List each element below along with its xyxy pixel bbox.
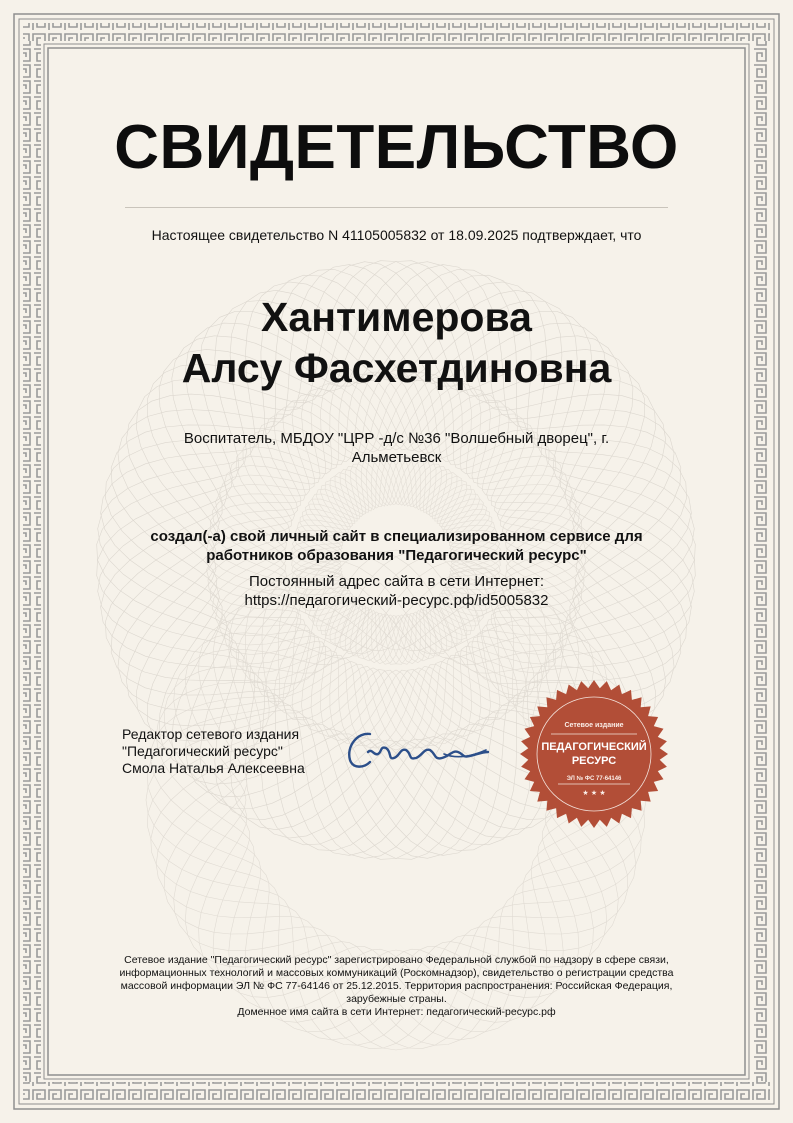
- site-address-label: Постоянный адрес сайта в сети Интернет:: [248, 573, 545, 590]
- editor-block: [122, 726, 342, 777]
- handwritten-signature: [340, 722, 500, 782]
- achievement-statement: создал(-а) свой личный сайт в специализированном сервисе для работников образования "Педагогический ресурс": [150, 528, 643, 564]
- editor-title: Редактор сетевого издания: [122, 726, 300, 742]
- recipient-name: [0, 292, 793, 394]
- recipient-position: Воспитатель, МБДОУ "ЦРР -д/с №36 "Волшебный дворец", г. Альметьевск: [183, 430, 610, 466]
- seal-top-text: Сетевое издание: [564, 722, 624, 729]
- certificate-number-line: Настоящее свидетельство N 41105005832 от 18.09.2025 подтверждает, что: [151, 227, 642, 243]
- site-address-url: https://педагогический-ресурс.рф/id5005832: [244, 592, 549, 609]
- editor-name: Смола Наталья Алексеевна: [122, 760, 305, 776]
- recipient-given-names: Алсу Фасхетдиновна: [181, 345, 612, 391]
- certificate-title: СВИДЕТЕЛЬСТВО: [114, 113, 679, 182]
- seal-title-line1: ПЕДАГОГИЧЕСКИЙ: [541, 741, 647, 753]
- registration-text: Сетевое издание "Педагогический ресурс" зарегистрировано Федеральной службой по надзору в сфере связи, информационных технологий и массовых коммуникаций (Роскомнадзор), свидетельство о регистрации средства массовой информации ЭЛ № ФС 77-64146 от 25.12.2015. Территория распространения: Российская Федерация, зарубежные страны.: [119, 954, 674, 1005]
- site-address: [120, 572, 673, 610]
- registration-footer: [118, 954, 675, 1019]
- recipient-surname: Хантимерова: [261, 294, 532, 340]
- publication-seal: [518, 678, 670, 830]
- editor-publication: "Педагогический ресурс": [122, 743, 283, 759]
- seal-title-line2: РЕСУРС: [571, 755, 617, 767]
- domain-text: Доменное имя сайта в сети Интернет: педагогический-ресурс.рф: [237, 1006, 556, 1018]
- seal-reg-number: ЭЛ № ФС 77-64146: [566, 776, 622, 782]
- title-divider: [125, 207, 668, 208]
- seal-stars: ★ ★ ★: [582, 789, 606, 797]
